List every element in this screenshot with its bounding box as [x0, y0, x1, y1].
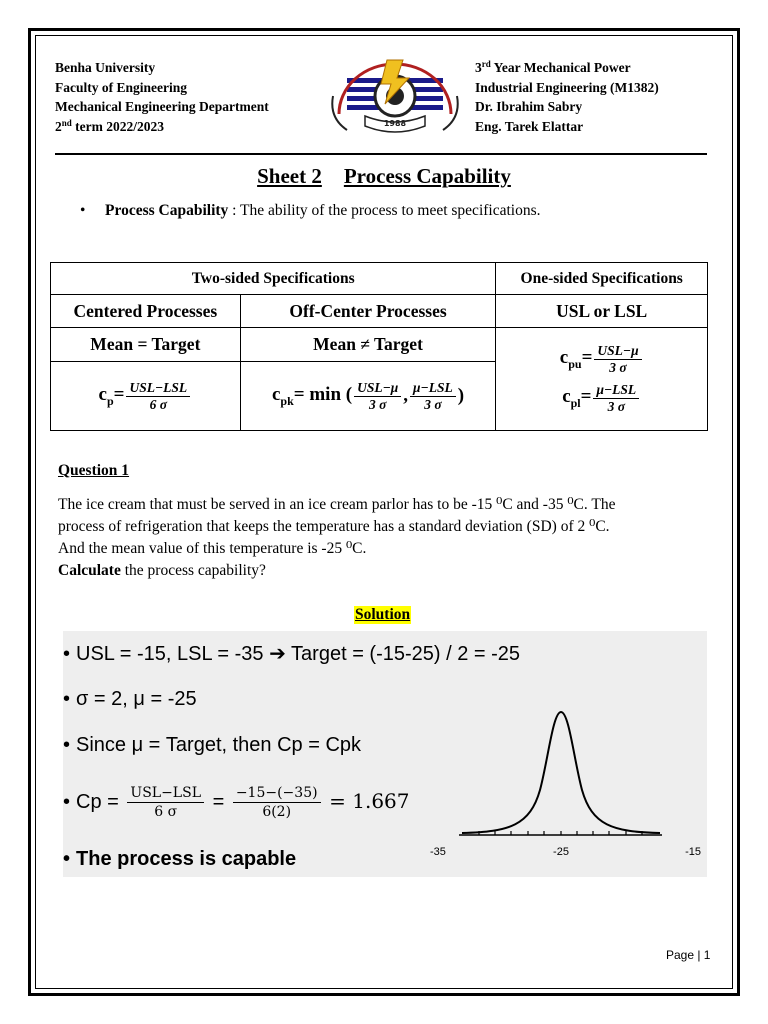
- usl-lsl-header: USL or LSL: [496, 295, 708, 328]
- bullet-icon: •: [80, 202, 86, 219]
- question-title: Question 1: [58, 462, 130, 479]
- cpk-formula: $c_{pk}= \min$ ( $\frac{\text{USL−μ}}{3 \sigma}$ , $\frac{\text{μ−LSL}}{3 \sigma}$ ): [271, 379, 465, 412]
- question-line-4: Calculate the process capability?: [58, 562, 266, 579]
- axis-label-target: -25: [553, 846, 569, 858]
- cp-formula: $c_p=$ $\frac{\text{USL−LSL}}{6 \sigma}$: [99, 380, 193, 413]
- cpk-formula-cell: [240, 362, 496, 431]
- one-sided-formulas: [496, 328, 708, 431]
- header-left: [55, 58, 269, 136]
- mean-equals-target: Mean = Target: [51, 328, 241, 362]
- axis-label-usl: -15: [685, 846, 701, 858]
- definition-text: : The ability of the process to meet specifications.: [228, 202, 541, 219]
- normal-curve-diagram: [415, 700, 710, 865]
- faculty-logo: [325, 56, 465, 138]
- question-line-1: The ice cream that must be served in an ice cream parlor has to be -15 ⁰C and -35 ⁰C. The: [58, 496, 616, 513]
- normal-curve: [462, 712, 660, 833]
- solution-line-3: • Since μ = Target, then Cp = Cpk: [63, 734, 362, 756]
- centered-header: Centered Processes: [51, 295, 241, 328]
- department-name: Mechanical Engineering Department: [55, 99, 269, 114]
- page-title: [0, 164, 768, 189]
- logo-year-text: 1988: [383, 119, 407, 128]
- question-line-2: process of refrigeration that keeps the temperature has a standard deviation (SD) of 2 ⁰C.: [58, 518, 610, 535]
- definition-term: Process Capability: [105, 202, 229, 219]
- university-name: Benha University: [55, 60, 156, 75]
- two-sided-header: Two-sided Specifications: [51, 263, 496, 295]
- cpl-formula: $c_{pl}=$ $\frac{\text{μ−LSL}}{3 \sigma}$: [562, 382, 641, 415]
- solution-label: Solution: [355, 606, 411, 623]
- header-right: [475, 58, 659, 136]
- solution-line-5: • The process is capable: [63, 848, 297, 870]
- cpu-formula: $c_{pu}=$ $\frac{\text{USL−μ}}{3 \sigma}$: [560, 343, 644, 376]
- question-line-3: And the mean value of this temperature is -25 ⁰C.: [58, 540, 367, 557]
- solution-line-1: • USL = -15, LSL = -35 ➔ Target = (-15-25) / 2 = -25: [63, 643, 521, 665]
- solution-line-2: • σ = 2, μ = -25: [63, 688, 197, 710]
- sheet-topic: Process Capability: [343, 164, 511, 188]
- term-line: 2nd term 2022/2023: [55, 117, 164, 134]
- cp-formula-cell: [51, 362, 241, 431]
- faculty-name: Faculty of Engineering: [55, 79, 187, 95]
- one-sided-header: One-sided Specifications: [496, 263, 708, 295]
- capability-formula-table: [50, 262, 708, 431]
- mean-not-equals-target: Mean ≠ Target: [240, 328, 496, 362]
- sheet-number: Sheet 2: [257, 164, 322, 188]
- year-line: 3rd Year Mechanical Power: [475, 59, 631, 75]
- off-center-header: Off-Center Processes: [240, 295, 496, 328]
- header-divider: [55, 153, 707, 155]
- assistant-name: Eng. Tarek Elattar: [475, 118, 584, 134]
- axis-label-lsl: -35: [430, 846, 446, 858]
- question-body: [58, 494, 718, 582]
- solution-line-4: • Cp = $\frac{\text{USL−LSL}}{6 \sigma}$ = $\frac{-15-(-35)}{6(2)}$ = 1.667: [63, 785, 410, 820]
- course-name: Industrial Engineering (M1382): [475, 79, 659, 95]
- instructor-name: Dr. Ibrahim Sabry: [475, 99, 583, 114]
- page-number: Page | 1: [666, 948, 711, 962]
